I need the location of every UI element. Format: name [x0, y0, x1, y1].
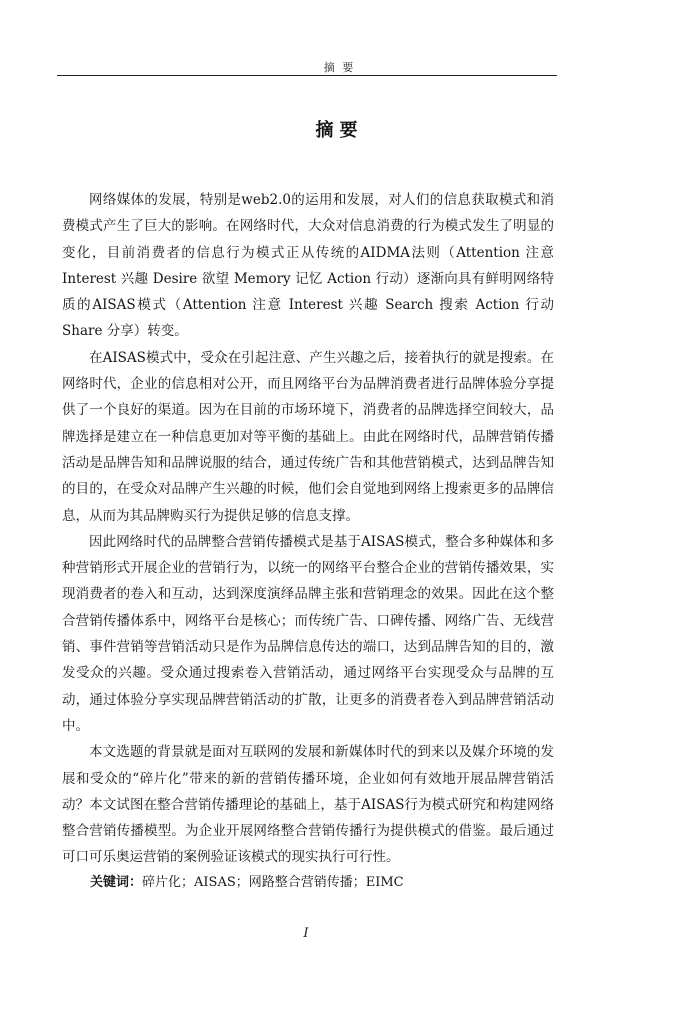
paragraph-3: 因此网络时代的品牌整合营销传播模式是基于AISAS模式，整合多种媒体和多种营销形式开展企业的营销行为，以统一的网络平台整合企业的营销传播效果，实现消费者的卷入和互动，达到深度演绎品牌主张和营销理念的效果。因此在这个整合营销传播体系中，网络平台是核心；而传统广告、口碑传播、网络广告、无线营销、事件营销等营销活动只是作为品牌信息传达的端口，达到品牌告知的目的，激发受众的兴趣。受众通过搜索卷入营销活动，通过网络平台实现受众与品牌的互动，通过体验分享实现品牌营销活动的扩散，让更多的消费者卷入到品牌营销活动中。 [62, 533, 554, 734]
paragraph-2: 在AISAS模式中，受众在引起注意、产生兴趣之后，接着执行的就是搜索。在网络时代，企业的信息相对公开，而且网络平台为品牌消费者进行品牌体验分享提供了一个良好的渠道。因为在目前的市场环境下，消费者的品牌选择空间较大，品牌选择是建立在一种信息更加对等平衡的基础上。由此在网络时代，品牌营销传播活动是品牌告知和品牌说服的结合，通过传统广告和其他营销模式，达到品牌告知的目的，在受众对品牌产生兴趣的时候，他们会自觉地到网络上搜索更多的品牌信息，从而为其品牌购买行为提供足够的信息支撑。 [62, 349, 554, 524]
abstract-body [62, 187, 554, 871]
paragraph-1: 网络媒体的发展，特别是web2.0的运用和发展，对人们的信息获取模式和消费模式产生了巨大的影响。在网络时代，大众对信息消费的行为模式发生了明显的变化，目前消费者的信息行为模式正从传统的AIDMA法则（Attention 注意 Interest 兴趣 Desire 欲望 Memory 记忆 Action 行动）逐渐向具有鲜明网络特质的AISAS模式（Attention 注意 Interest 兴趣 Search 搜索 Action 行动 Share 分享）转变。 [62, 192, 554, 340]
keywords-line [90, 871, 560, 890]
keywords-text: 碎片化；AISAS；网路整合营销传播；EIMC [142, 875, 404, 890]
page-title: 摘要 [315, 120, 364, 141]
paragraph-4: 本文选题的背景就是面对互联网的发展和新媒体时代的到来以及媒介环境的发展和受众的“碎片化”带来的新的营销传播环境，企业如何有效地开展品牌营销活动？本文试图在整合营销传播理论的基础上，基于AISAS行为模式研究和构建网络整合营销传播模型。为企业开展网络整合营销传播行为提供模式的借鉴。最后通过可口可乐奥运营销的案例验证该模式的现实执行可行性。 [62, 744, 554, 866]
keywords-label: 关键词： [90, 875, 143, 890]
header-rule [57, 75, 557, 76]
running-header: 摘 要 [323, 61, 356, 74]
page-number: I [303, 926, 309, 941]
